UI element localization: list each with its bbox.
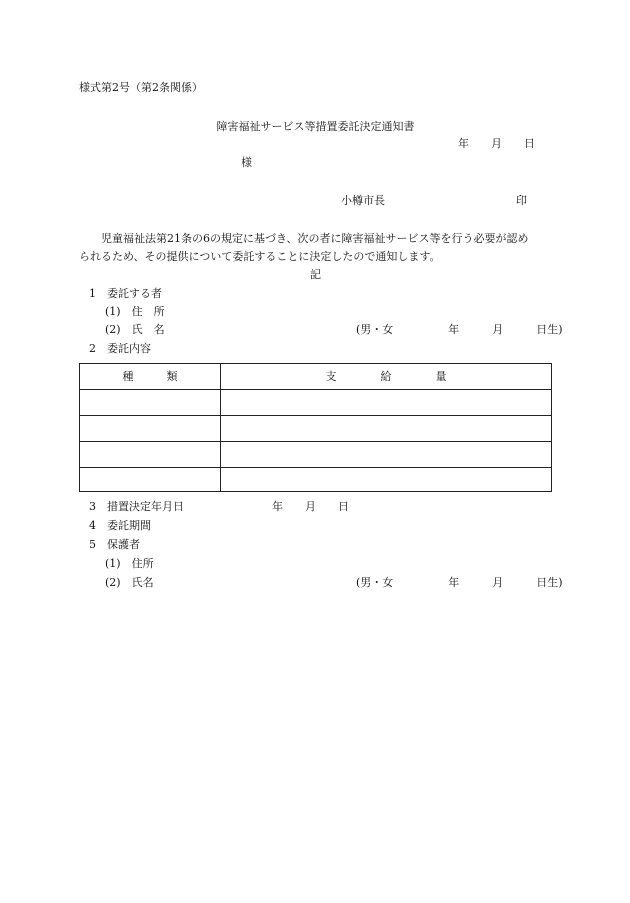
table-row-divider [80,389,551,390]
table-row-divider [80,467,551,468]
item1-gender-birth: (男・女 年 月 日生) [356,323,563,336]
table-header-amount: 支 給 量 [325,370,447,383]
item1-address-label: (1) 住 所 [105,305,165,318]
item3-label: 3 措置決定年月日 [89,500,184,513]
table-row-divider [80,415,551,416]
table-header-type: 種 類 [122,370,178,383]
addressee-suffix: 様 [241,156,252,169]
seal-mark: 印 [516,194,527,207]
item5-name-label: (2) 氏名 [105,576,154,589]
item2-label: 2 委託内容 [89,342,151,355]
item1-name-label: (2) 氏 名 [105,323,165,336]
issuer-name: 小樽市長 [341,194,385,207]
item1-label: 1 委託する者 [89,287,162,300]
contract-content-table [79,363,552,492]
document-title: 障害福祉サービス等措置委託決定通知書 [216,120,415,133]
table-row-divider [80,441,551,442]
body-text-line-1: 児童福祉法第21条の6の規定に基づき、次の者に障害福祉サービス等を行う必要が認め [101,232,529,245]
form-number: 様式第2号（第2条関係） [79,81,203,94]
item3-date: 年 月 日 [272,500,349,513]
body-text-line-2: られるため、その提供について委託することに決定したので通知します。 [79,250,441,263]
item5-address-label: (1) 住所 [105,557,154,570]
item5-gender-birth: (男・女 年 月 日生) [356,576,563,589]
note-mark: 記 [310,268,321,281]
item5-label: 5 保護者 [89,538,140,551]
item4-label: 4 委託期間 [89,519,151,532]
date-line: 年 月 日 [458,137,535,150]
